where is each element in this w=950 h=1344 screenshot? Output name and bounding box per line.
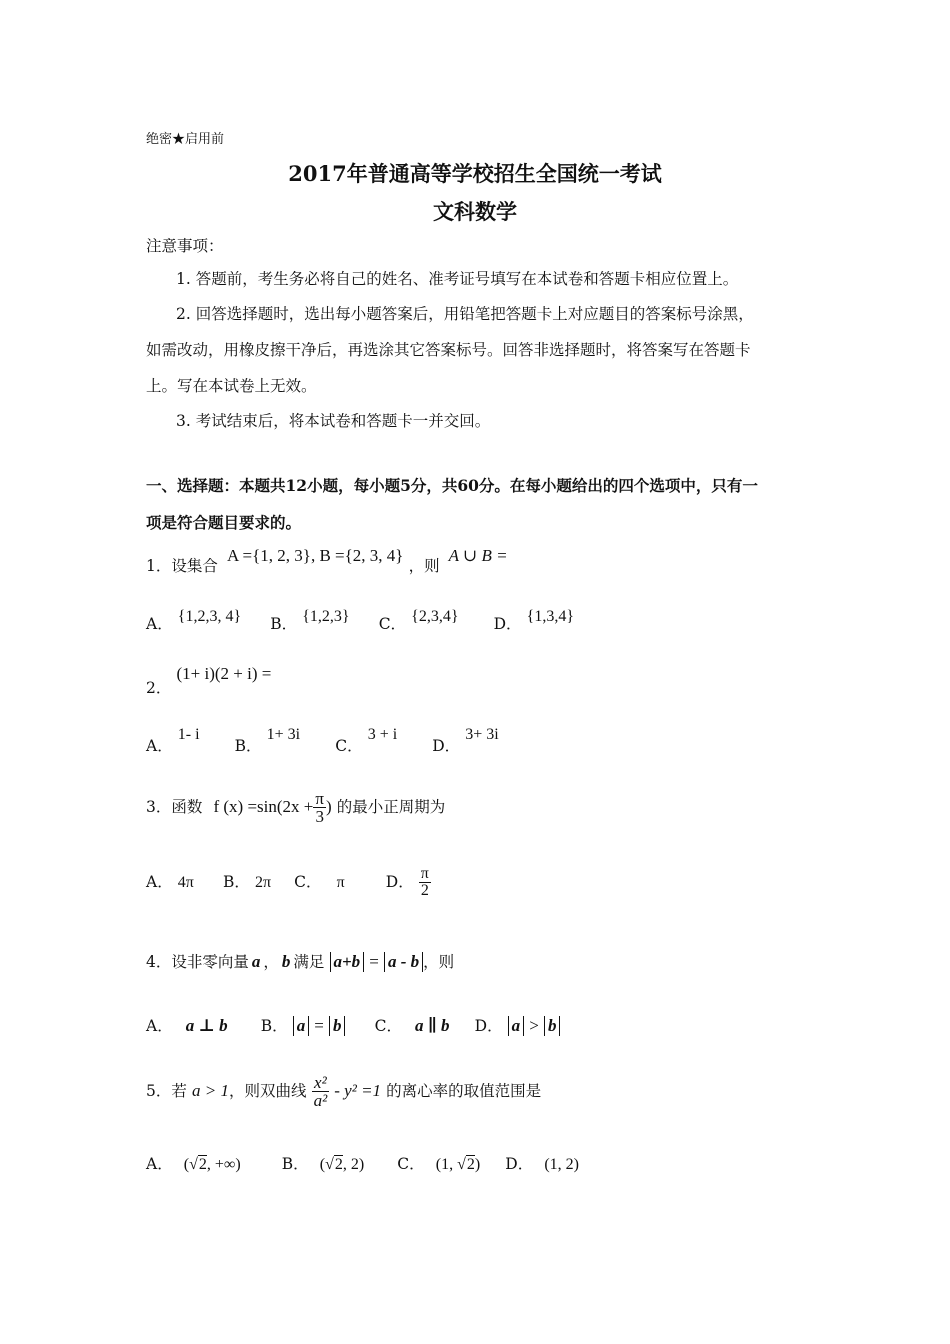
- q2-options: [146, 722, 499, 755]
- note-item-2-line-2: 如需改动，用橡皮擦干净后，再选涂其它答案标号。回答非选择题时，将答案写在答题卡: [146, 341, 751, 359]
- q3-fraction-numerator: π: [315, 789, 324, 808]
- q1-option-c: {2,3,4}: [411, 608, 459, 625]
- q4-option-a: a ⊥ b: [185, 1016, 228, 1035]
- q5-option-c-rest: ): [474, 1156, 481, 1173]
- q1-option-d-label: D．: [493, 615, 522, 633]
- q3-options: [146, 866, 431, 899]
- question-1: [146, 544, 508, 575]
- exam-subtitle: 文科数学: [433, 199, 517, 224]
- question-3: [146, 790, 445, 825]
- q4-option-c-label: C．: [374, 1017, 402, 1035]
- q5-option-b-radicand: 2: [334, 1156, 343, 1173]
- q2-option-b-label: B．: [234, 737, 262, 755]
- exam-title: 2017年普通高等学校招生全国统一考试: [288, 161, 662, 186]
- q3-prefix: 3．函数: [146, 798, 203, 816]
- q5-prefix: 5．若: [146, 1082, 187, 1100]
- q1-option-b-label: B．: [270, 615, 298, 633]
- q3-option-a: 4π: [177, 874, 194, 891]
- q5-option-b-open: (: [319, 1156, 326, 1173]
- q1-option-c-label: C．: [378, 615, 407, 633]
- q5-equation-rest: - y² =1: [334, 1081, 382, 1100]
- q4-suffix: ，则: [423, 953, 455, 971]
- q4-option-b-label: B．: [260, 1017, 288, 1035]
- q3-fraction-denominator: 3: [315, 807, 324, 826]
- q1-option-d: {1,3,4}: [526, 608, 574, 625]
- q4-option-b-left: a: [293, 1016, 310, 1036]
- question-4: [146, 950, 454, 972]
- q2-expression: (1+ i)(2 + i) =: [176, 664, 272, 683]
- q5-options: [146, 1152, 579, 1174]
- note-item-2-line-1: 2. 回答选择题时，选出每小题答案后，用铅笔把答题卡上对应题目的答案标号涂黑，: [176, 305, 754, 323]
- q4-equals: =: [369, 952, 379, 971]
- q4-option-d-right: b: [544, 1016, 561, 1036]
- q5-option-a-rest: , +∞): [206, 1156, 241, 1173]
- q3-function-right: ): [325, 797, 332, 816]
- q1-option-b: {1,2,3}: [302, 608, 350, 625]
- q2-option-d-label: D．: [432, 737, 461, 755]
- question-5: [146, 1074, 541, 1109]
- q4-options: [146, 1014, 560, 1036]
- q3-option-d-denominator: 2: [420, 882, 429, 899]
- q4-option-d-label: D．: [474, 1017, 503, 1035]
- q5-option-b-label: B．: [281, 1155, 309, 1173]
- q5-option-b-rest: , 2): [342, 1156, 365, 1173]
- q1-options: [146, 604, 574, 633]
- q5-option-c-label: C．: [397, 1155, 425, 1173]
- q3-option-b-label: B．: [222, 873, 250, 891]
- q2-option-a-label: A．: [146, 737, 173, 755]
- q3-fraction: [313, 790, 326, 825]
- q3-option-a-label: A．: [146, 873, 173, 891]
- notes-heading: 注意事项：: [146, 237, 224, 255]
- q3-function-left: f (x) =sin(2x +: [213, 797, 314, 816]
- q5-option-c-radicand: 2: [466, 1156, 475, 1173]
- q3-option-d-label: D．: [385, 873, 414, 891]
- q5-middle: ，则双曲线: [228, 1082, 307, 1100]
- q3-option-d-numerator: π: [420, 865, 429, 882]
- q2-option-b: 1+ 3i: [266, 726, 301, 743]
- q5-option-a-radical: √2: [189, 1156, 207, 1173]
- q5-option-c-radical: √2: [457, 1156, 475, 1173]
- q1-prefix: 1．设集合: [146, 557, 218, 575]
- secret-label: 绝密★启用前: [146, 132, 225, 147]
- q3-option-c: π: [336, 874, 345, 891]
- q3-option-b: 2π: [254, 874, 272, 891]
- q2-option-c-label: C．: [335, 737, 363, 755]
- note-item-1: 1. 答题前，考生务必将自己的姓名、准考证号填写在本试卷和答题卡相应位置上。: [176, 270, 739, 288]
- q5-option-b-radical: √2: [325, 1156, 343, 1173]
- q4-option-d-op: >: [529, 1016, 539, 1035]
- q4-option-b-right: b: [329, 1016, 346, 1036]
- q4-option-a-label: A．: [146, 1017, 173, 1035]
- question-2: [146, 662, 272, 697]
- q5-option-a-radicand: 2: [198, 1156, 207, 1173]
- q1-union-expression: A ∪ B =: [448, 546, 508, 565]
- note-item-2-line-3: 上。写在本试卷上无效。: [146, 377, 317, 395]
- q1-set-expression: A ={1, 2, 3}, B ={2, 3, 4}: [226, 546, 404, 565]
- q1-then: ，则: [408, 557, 440, 575]
- q5-fraction-denominator: a²: [313, 1091, 328, 1110]
- q5-option-a-label: A．: [146, 1155, 173, 1173]
- q1-option-a: {1,2,3, 4}: [177, 608, 242, 625]
- q4-vector-a: a: [251, 952, 261, 971]
- section-heading-line-2: 项是符合题目要求的。: [146, 513, 302, 532]
- q2-number: 2．: [146, 679, 172, 697]
- q5-fraction: [312, 1074, 330, 1109]
- q4-vector-b: b: [281, 952, 291, 971]
- q5-option-a-open: (: [183, 1156, 190, 1173]
- q5-fraction-numerator: x²: [312, 1074, 330, 1092]
- q4-lhs: a+b: [330, 952, 365, 972]
- q4-rhs: a - b: [384, 952, 423, 972]
- q3-option-c-label: C．: [294, 873, 322, 891]
- section-heading-line-1: 一、选择题：本题共12小题，每小题5分，共60分。在每小题给出的四个选项中，只有一: [146, 476, 758, 495]
- q1-option-a-label: A．: [146, 615, 173, 633]
- q5-option-c-open: (1,: [435, 1156, 458, 1173]
- q3-suffix: 的最小正周期为: [336, 798, 446, 816]
- q4-option-b-op: =: [314, 1016, 324, 1035]
- q5-suffix: 的离心率的取值范围是: [386, 1082, 542, 1100]
- q2-option-a: 1- i: [177, 726, 200, 743]
- q5-condition: a > 1: [191, 1081, 229, 1100]
- q4-option-d-left: a: [508, 1016, 525, 1036]
- q4-option-c: a ∥ b: [415, 1016, 450, 1035]
- q5-option-d-label: D．: [505, 1155, 534, 1173]
- q2-option-c: 3 + i: [367, 726, 398, 743]
- q5-option-d: (1, 2): [544, 1156, 579, 1173]
- q2-option-d: 3+ 3i: [465, 726, 499, 743]
- q4-prefix: 4．设非零向量: [146, 953, 249, 971]
- note-item-3: 3. 考试结束后，将本试卷和答题卡一并交回。: [176, 412, 491, 430]
- q3-option-d: [419, 866, 431, 899]
- q4-satisfies: 满足: [293, 953, 325, 971]
- q4-separator: ，: [263, 953, 279, 971]
